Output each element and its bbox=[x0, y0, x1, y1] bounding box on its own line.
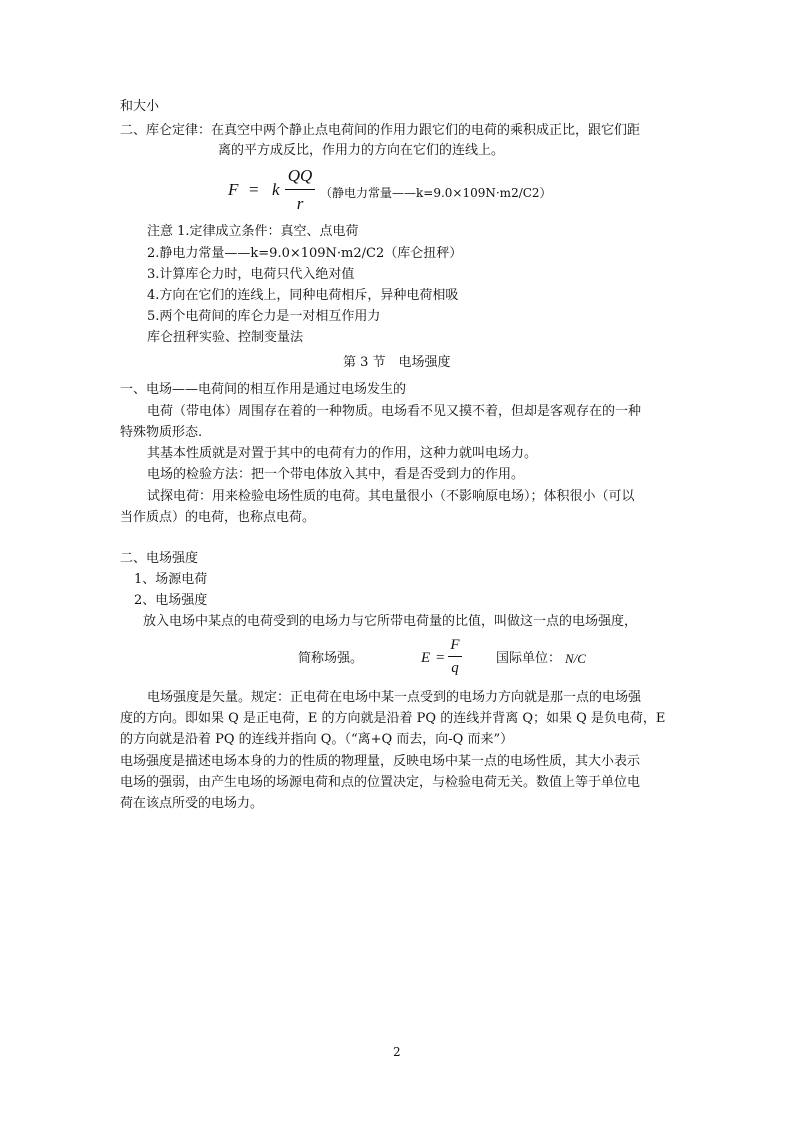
text-line: 注意 1.定律成立条件：真空、点电荷 bbox=[147, 224, 359, 239]
formula-denominator: r bbox=[296, 194, 304, 213]
text-line: 电荷（带电体）周围存在着的一种物质。电场看不见又摸不着，但却是客观存在的一种 bbox=[147, 404, 642, 419]
section-title: 第 3 节 电场强度 bbox=[343, 355, 451, 370]
formula-constant: k bbox=[272, 180, 280, 199]
text-line: 3.计算库仑力时，电荷只代入绝对值 bbox=[147, 267, 355, 282]
text-line: 4.方向在它们的连线上，同种电荷相斥，异种电荷相吸 bbox=[147, 288, 459, 303]
text-line: 和大小 bbox=[120, 99, 160, 114]
page-number: 2 bbox=[393, 1045, 401, 1059]
formula-numerator: QQ bbox=[287, 166, 313, 185]
text-line: 特殊物质形态. bbox=[120, 425, 203, 440]
formula-numerator: F bbox=[450, 637, 460, 653]
heading: 二、电场强度 bbox=[120, 551, 199, 566]
text-line: 2、电场强度 bbox=[134, 593, 208, 608]
text-line: 电场的检验方法：把一个带电体放入其中，看是否受到力的作用。 bbox=[147, 467, 525, 482]
text-line: 一、电场——电荷间的相互作用是通过电场发生的 bbox=[120, 382, 407, 397]
text-line: 2.静电力常量——k=9.0×109N·m2/C2（库仑扭秤） bbox=[147, 246, 463, 261]
text-line: 库仑扭秤实验、控制变量法 bbox=[147, 330, 304, 345]
formula-lhs: F bbox=[228, 180, 239, 199]
formula-lhs: E bbox=[421, 650, 431, 666]
text-line: 当作质点）的电荷，也称点电荷。 bbox=[120, 510, 316, 525]
unit-label: 国际单位： bbox=[496, 651, 562, 666]
formula-denominator: q bbox=[451, 660, 459, 676]
text-line: 的方向就是沿着 PQ 的连线并指向 Q。（“离+Q 而去，向-Q 而来”） bbox=[120, 732, 514, 747]
text-line: 其基本性质就是对置于其中的电荷有力的作用，这种力就叫电场力。 bbox=[147, 446, 538, 461]
fraction-bar bbox=[448, 656, 462, 657]
text-line: 放入电场中某点的电荷受到的电场力与它所带电荷量的比值，叫做这一点的电场强度， bbox=[143, 614, 638, 629]
text-line: 荷在该点所受的电场力。 bbox=[120, 796, 264, 811]
formula-equals: = bbox=[249, 180, 259, 199]
formula-equals: = bbox=[436, 650, 445, 666]
text-line: 简称场强。 bbox=[298, 651, 364, 666]
fraction-bar bbox=[285, 189, 315, 190]
unit-value: N/C bbox=[565, 651, 586, 666]
text-line: 电场强度是描述电场本身的力的性质的物理量，反映电场中某一点的电场性质，其大小表示 bbox=[120, 754, 641, 769]
text-line: 电场强度是矢量。规定：正电荷在电场中某一点受到的电场力方向就是那一点的电场强 bbox=[147, 690, 642, 705]
text-line: 离的平方成反比，作用力的方向在它们的连线上。 bbox=[218, 143, 505, 158]
text-line: 度的方向。即如果 Q 是正电荷，E 的方向就是沿着 PQ 的连线并背离 Q；如果 Q 是负电荷，E bbox=[120, 711, 666, 726]
text-line: 试探电荷：用来检验电场性质的电荷。其电量很小（不影响原电场）；体积很小（可以 bbox=[147, 489, 635, 504]
coulomb-constant-note: （静电力常量——k=9.0×109N·m2/C2） bbox=[320, 186, 552, 200]
text-line: 二、库仑定律：在真空中两个静止点电荷间的作用力跟它们的电荷的乘积成正比，跟它们距 bbox=[120, 123, 641, 138]
text-line: 1、场源电荷 bbox=[134, 572, 208, 587]
text-line: 5.两个电荷间的库仑力是一对相互作用力 bbox=[147, 309, 381, 324]
text-line: 电场的强弱，由产生电场的场源电荷和点的位置决定，与检验电荷无关。数值上等于单位电 bbox=[120, 775, 641, 790]
